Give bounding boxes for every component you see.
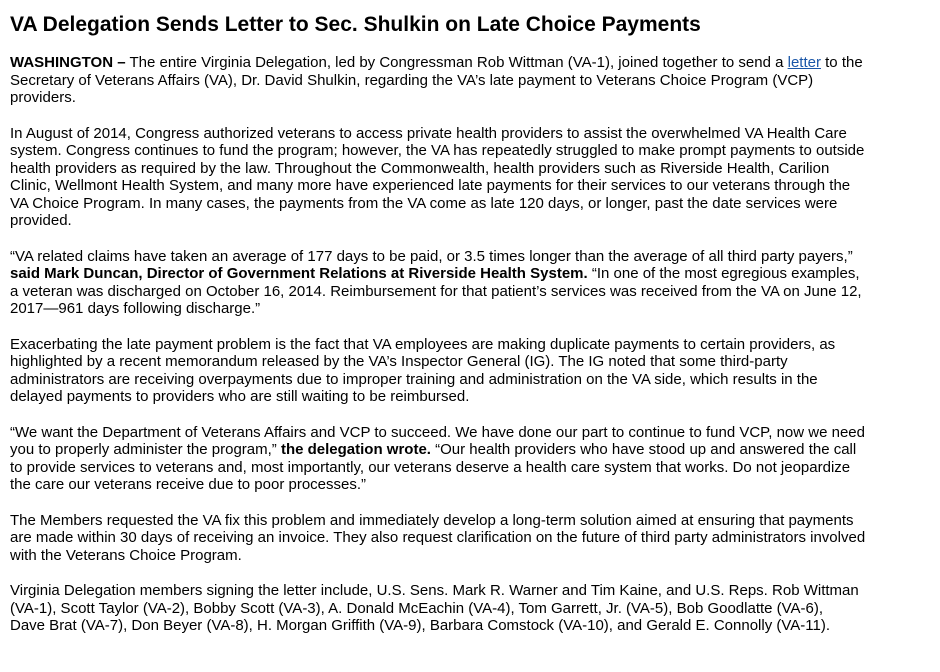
paragraph-background: In August of 2014, Congress authorized veterans to access private health providers to assist the overwhelmed VA Health Care system. Congress continues to fund the program; however, the VA has repeatedly struggled to make prompt payments to outside health providers as required by the law. Throughout the Commonwealth, health providers such as Riverside Health, Carilion Clinic, Wellmont Health System, and many more have experienced late payments for their services to our veterans through the VA Choice Program. In many cases, the payments from the VA come as late 120 days, or longer, past the date services were provided. bbox=[10, 124, 865, 229]
dateline: WASHINGTON – bbox=[10, 54, 126, 71]
duncan-quote-start: “VA related claims have taken an average of 177 days to be paid, or 3.5 times longer than the average of all third party payers,” bbox=[10, 247, 853, 265]
duncan-quote-end: “In one of the most egregious examples, a veteran was discharged on October 16, 2014. Reimbursement for that patient’s services was received from the VA on June 12, 2017—961 days following discharge.” bbox=[10, 265, 862, 317]
duncan-attribution: said Mark Duncan, Director of Government Relations at Riverside Health System. bbox=[10, 265, 588, 282]
paragraph-request: The Members requested the VA fix this problem and immediately develop a long-term solution aimed at ensuring that payments are made within 30 days of receiving an invoice. They also request clarification on the future of third party administrators involved with the Veterans Choice Program. bbox=[10, 511, 866, 564]
press-release-title: VA Delegation Sends Letter to Sec. Shulkin on Late Choice Payments bbox=[10, 13, 701, 36]
paragraph-ig-memo: Exacerbating the late payment problem is the fact that VA employees are making duplicate payments to certain providers, as highlighted by a recent memorandum released by the VA’s Inspector General (IG). The IG noted that some third-party administrators are receiving overpayments due to improper training and administration on the VA side, which results in the delayed payments to providers who are still waiting to be reimbursed. bbox=[10, 335, 836, 405]
delegation-quote-start: “We want the Department of Veterans Affairs and VCP to succeed. We have done our part to continue to fund VCP, now we need you to properly administer the program,” bbox=[10, 423, 865, 458]
intro-text-after-link: to the Secretary of Veterans Affairs (VA), Dr. David Shulkin, regarding the VA’s late payment to Veterans Choice Program (VCP) providers. bbox=[10, 54, 863, 106]
paragraph-signatories: Virginia Delegation members signing the letter include, U.S. Sens. Mark R. Warner and Tim Kaine, and U.S. Reps. Rob Wittman (VA-1), Scott Taylor (VA-2), Bobby Scott (VA-3), A. Donald McEachin (VA-4), Tom Garrett, Jr. (VA-5), Bob Goodlatte (VA-6), Dave Brat (VA-7), Don Beyer (VA-8), H. Morgan Griffith (VA-9), Barbara Comstock (VA-10), and Gerald E. Connolly (VA-11). bbox=[10, 582, 859, 634]
paragraph-duncan-quote bbox=[10, 248, 930, 318]
paragraph-delegation-quote bbox=[10, 424, 930, 494]
delegation-quote-end: “Our health providers who have stood up and answered the call to provide services to veterans and, most importantly, our veterans deserve a health care system that works. Do not jeopardize the care our veterans receive due to poor processes.” bbox=[10, 441, 857, 493]
letter-link[interactable]: letter bbox=[787, 54, 821, 71]
paragraph-intro bbox=[10, 54, 930, 107]
intro-text-before-link: The entire Virginia Delegation, led by Congressman Rob Wittman (VA-1), joined together to send a bbox=[125, 54, 788, 71]
delegation-attribution: the delegation wrote. bbox=[280, 441, 431, 458]
